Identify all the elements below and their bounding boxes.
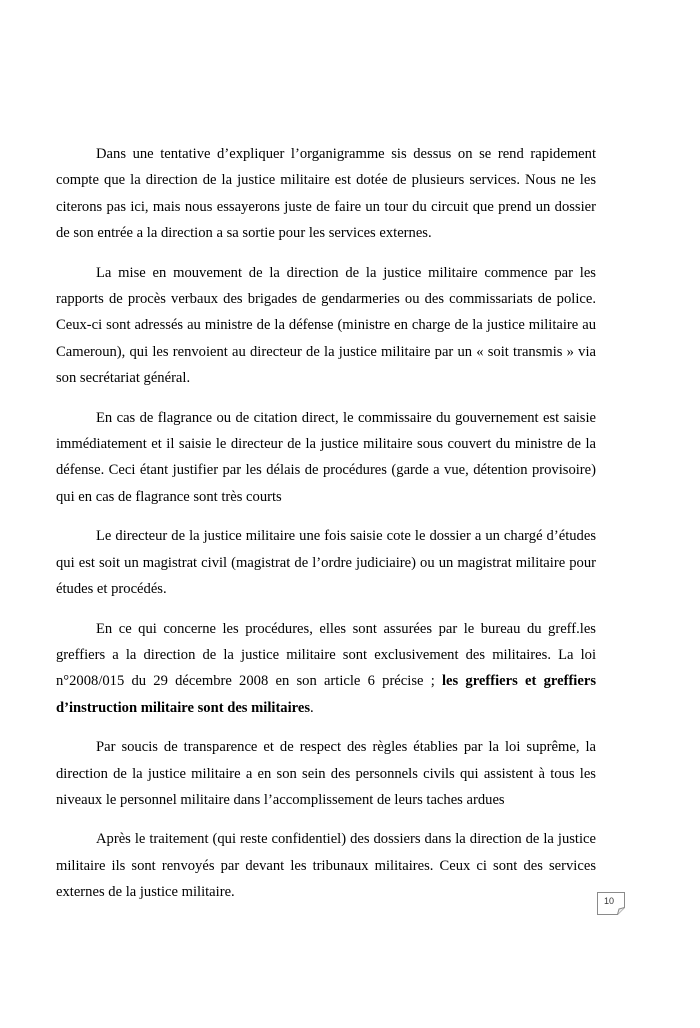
document-body: [56, 141, 596, 919]
paragraph-3: En cas de flagrance ou de citation direct, le commissaire du gouvernement est saisie immédiatement et il saisie le directeur de la justice militaire sous couvert du ministre de la défense. Ceci étant justifier par les délais de procédures (garde a vue, détention provisoire) qui en cas de flagrance sont très courts: [56, 409, 596, 505]
page-number-box: [597, 892, 625, 915]
paragraph-6: Par soucis de transparence et de respect des règles établies par la loi suprême, la direction de la justice militaire a en son sein des personnels civils qui assistent à tous les niveaux le personnel militaire dans l’accomplissement de leurs taches ardues: [56, 739, 596, 808]
paragraph-4: Le directeur de la justice militaire une fois saisie cote le dossier a un chargé d’études qui est soit un magistrat civil (magistrat de l’ordre judiciaire) ou un magistrat militaire pour études et procédés.: [56, 528, 596, 598]
page-number: 10: [603, 896, 614, 906]
paragraph-1: Dans une tentative d’expliquer l’organigramme sis dessus on se rend rapidement compte que la direction de la justice militaire est dotée de plusieurs services. Nous ne les citerons pas ici, mais nous essayerons juste de faire un tour du circuit que prend un dossier de son entrée a la direction a sa sortie pour les services externes.: [56, 146, 596, 242]
paragraph-5-bold-text: les greffiers et greffiers d’instruction militaire sont des militaires: [56, 673, 596, 716]
paragraph-5-tail: .: [310, 699, 314, 716]
paragraph-5: [56, 616, 596, 722]
paragraph-2: La mise en mouvement de la direction de la justice militaire commence par les rapports de procès verbaux des brigades de gendarmeries ou des commissariats de police. Ceux-ci sont adressés au ministre de la défense (ministre en charge de la justice militaire au Cameroun), qui les renvoient au directeur de la justice militaire par un « soit transmis » via son secrétariat général.: [56, 264, 596, 387]
paragraph-5-text: En ce qui concerne les procédures, elles sont assurées par le bureau du greff.les greffiers a la direction de la justice militaire sont exclusivement des militaires. La loi n°2008/015 du 29 décembre 2008 en son article 6 précise ;: [56, 620, 596, 690]
paragraph-7: Après le traitement (qui reste confidentiel) des dossiers dans la direction de la justice militaire ils sont renvoyés par devant les tribunaux militaires. Ceux ci sont des services externes de la justice militaire.: [56, 831, 596, 901]
